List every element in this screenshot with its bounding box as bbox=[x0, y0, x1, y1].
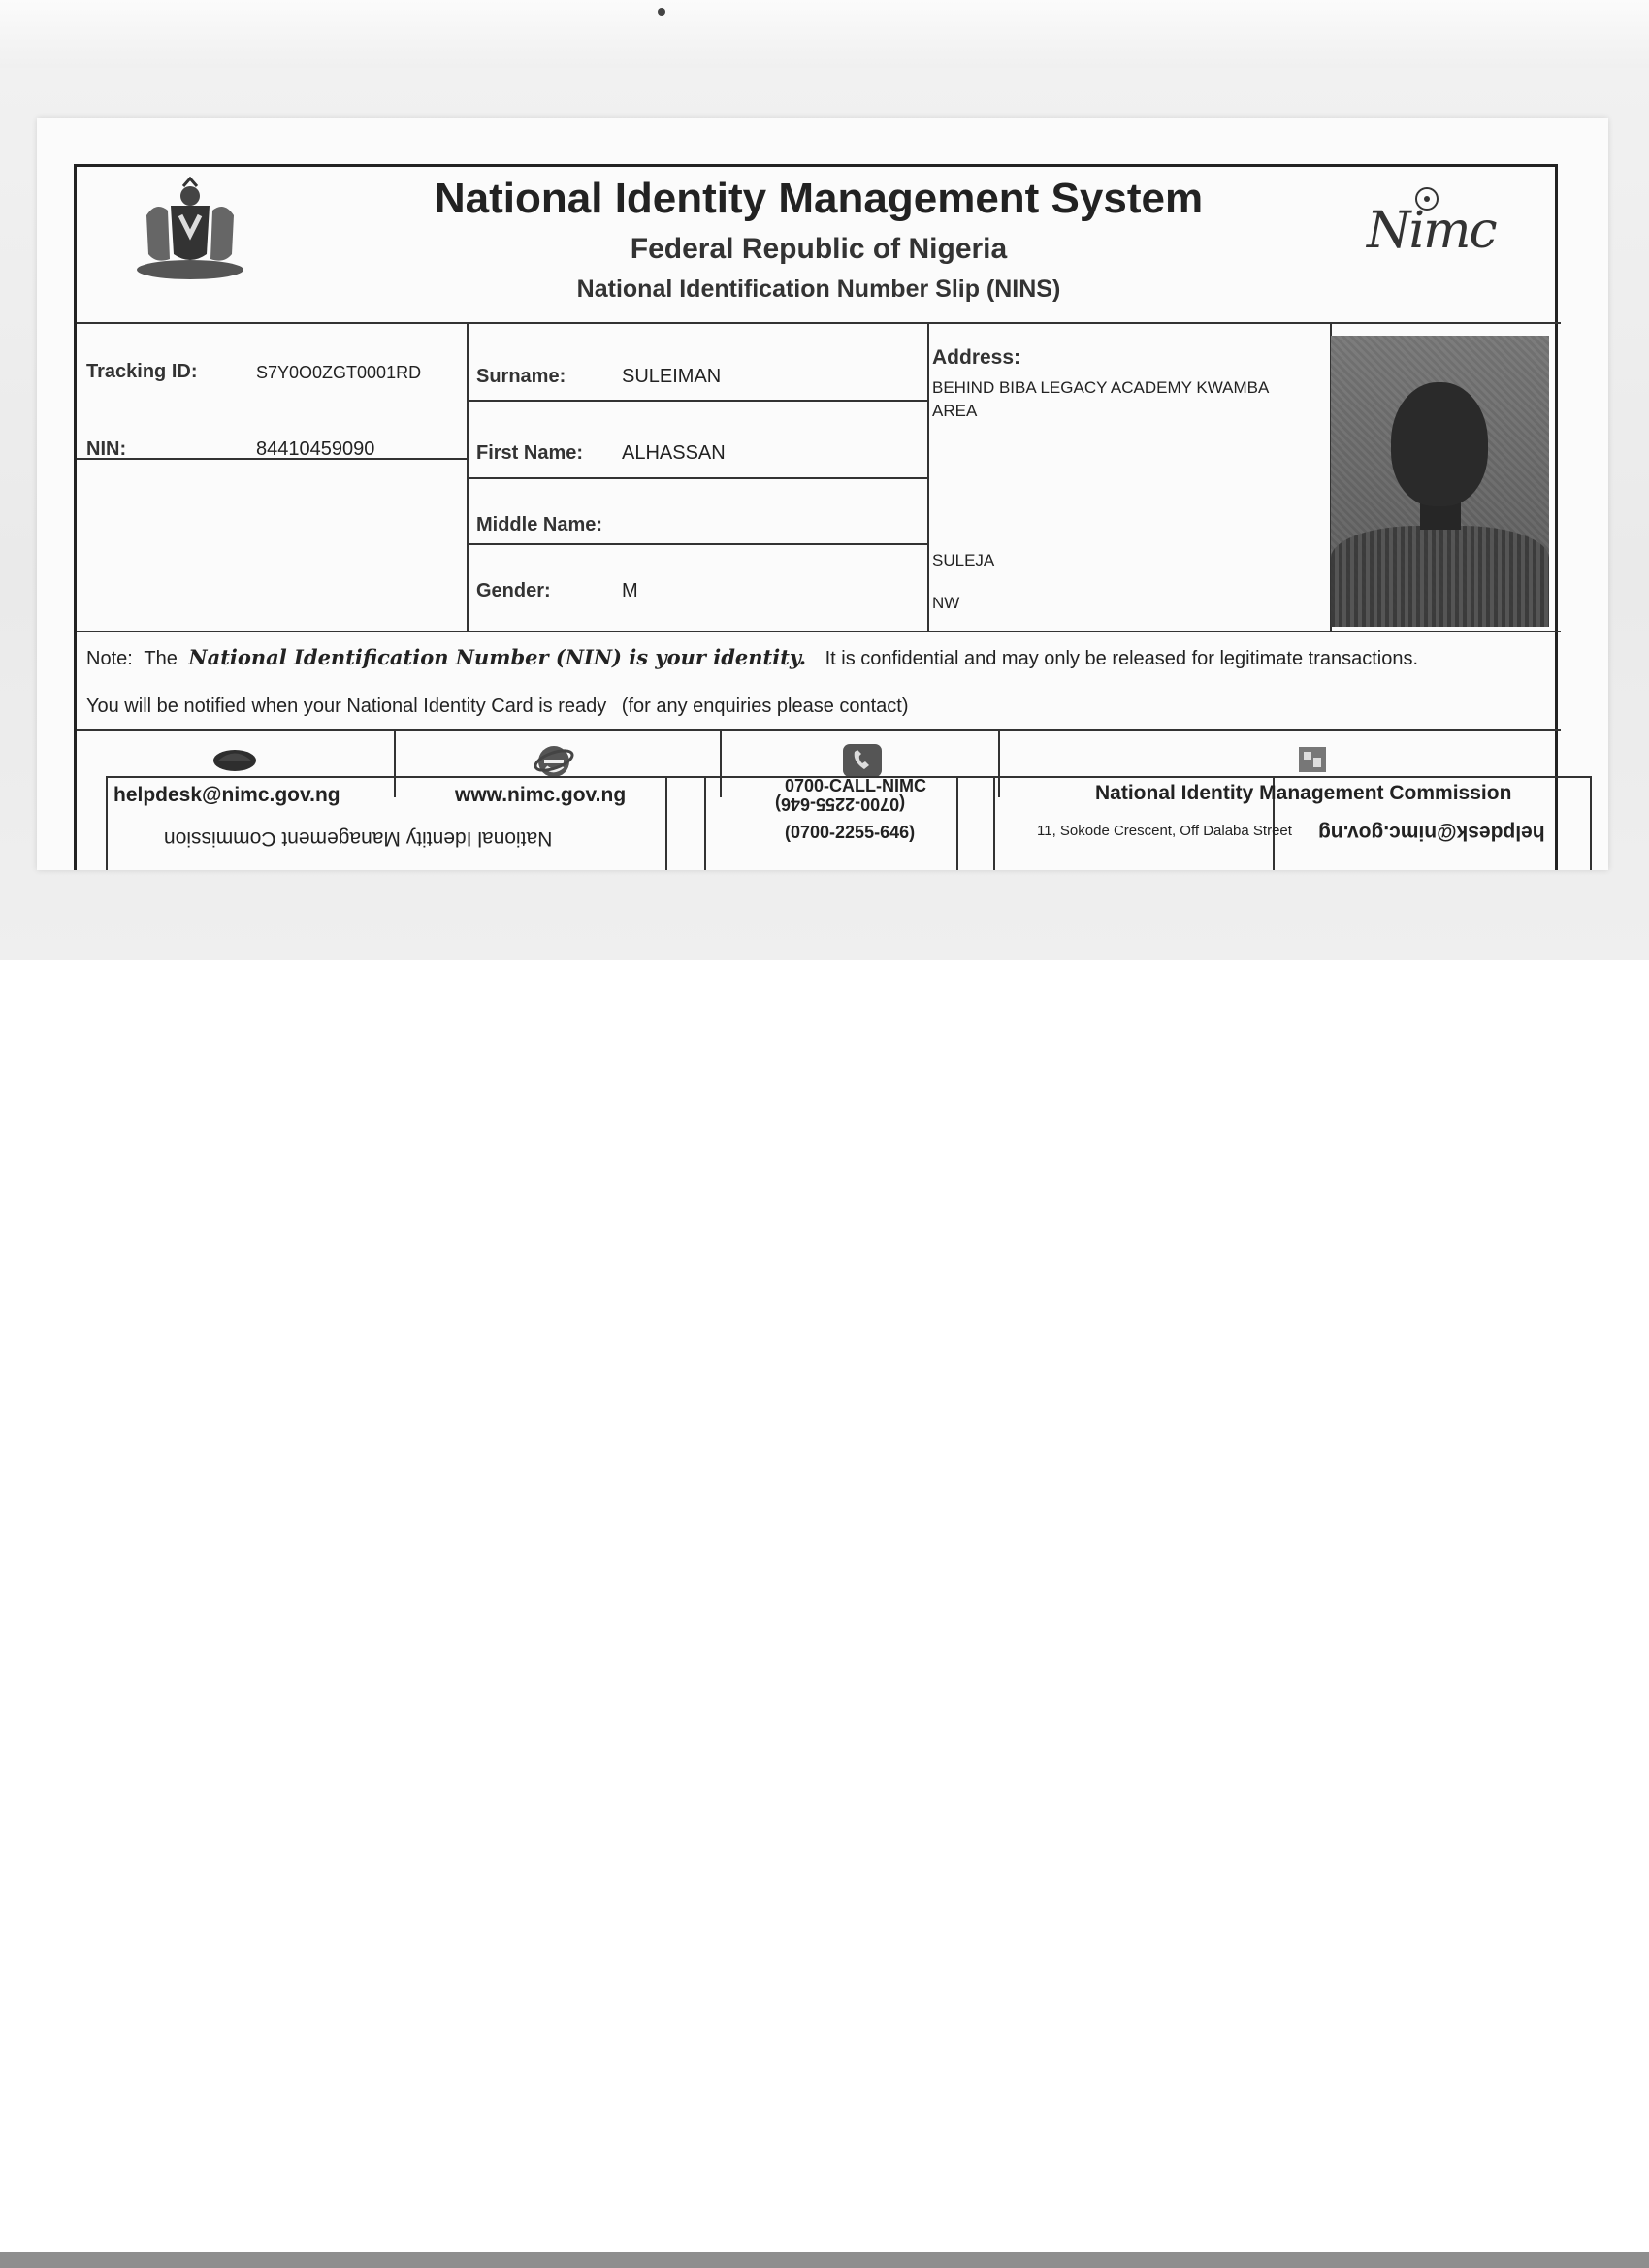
slip-name: National Identification Number Slip (NINS) bbox=[576, 275, 1061, 303]
note-rest: It is confidential and may only be released for legitimate transactions. bbox=[824, 648, 1419, 669]
slip-frame bbox=[74, 164, 1558, 870]
note-text bbox=[86, 645, 1418, 670]
first-name-value: ALHASSAN bbox=[622, 442, 726, 464]
first-name-label: First Name: bbox=[476, 442, 584, 464]
footer-email[interactable]: helpdesk@nimc.gov.ng bbox=[113, 784, 340, 806]
divider-firstname bbox=[467, 477, 929, 479]
web-browser-icon bbox=[534, 741, 574, 780]
footer-phone-numeric-mirrored: (0700-2255-646) bbox=[775, 794, 906, 814]
nin-value: 84410459090 bbox=[256, 438, 375, 460]
middle-name-label: Middle Name: bbox=[476, 514, 603, 535]
page-subtitle: Federal Republic of Nigeria bbox=[630, 233, 1008, 265]
note-emphasis: National Identification Number (NIN) is your identity. bbox=[188, 645, 807, 669]
surname-value: SULEIMAN bbox=[622, 366, 722, 387]
page-title: National Identity Management System bbox=[434, 175, 1204, 222]
footer-org-mirrored: National Identity Management Commission bbox=[164, 827, 553, 850]
location-icon bbox=[1295, 743, 1330, 776]
divider-middlename bbox=[467, 543, 929, 545]
note-the: The bbox=[144, 648, 178, 669]
footer-address: 11, Sokode Crescent, Off Dalaba Street bbox=[1037, 823, 1292, 839]
footer-contact-table bbox=[106, 776, 1592, 870]
divider-note bbox=[77, 631, 1561, 632]
scan-bottom-edge bbox=[0, 2252, 1649, 2268]
passport-photo bbox=[1331, 336, 1549, 627]
note-notified: You will be notified when your National Identity Card is ready bbox=[86, 696, 607, 717]
address-city: SULEJA bbox=[932, 551, 995, 569]
phone-icon bbox=[841, 742, 884, 779]
nimc-logo-text: Nimc bbox=[1367, 202, 1496, 260]
nin-slip bbox=[37, 118, 1608, 870]
gender-label: Gender: bbox=[476, 580, 551, 601]
tracking-id-value: S7Y0O0ZGT0001RD bbox=[256, 363, 422, 382]
address-line1: BEHIND BIBA LEGACY ACADEMY KWAMBA bbox=[932, 378, 1270, 397]
scan-top-strip bbox=[0, 0, 1649, 68]
nimc-logo bbox=[1367, 184, 1496, 272]
note-prefix: Note: bbox=[86, 648, 133, 669]
scan-dust-dot bbox=[658, 8, 665, 16]
footer-website[interactable]: www.nimc.gov.ng bbox=[455, 784, 627, 806]
address-state: NW bbox=[932, 594, 960, 612]
nin-label: NIN: bbox=[86, 438, 127, 460]
footer-email-mirrored[interactable]: helpdesk@nimc.gov.ng bbox=[1318, 822, 1545, 844]
address-line2: AREA bbox=[932, 402, 978, 420]
note-enquiries: (for any enquiries please contact) bbox=[621, 696, 909, 717]
surname-label: Surname: bbox=[476, 366, 566, 387]
footer-phone-numeric: (0700-2255-646) bbox=[785, 823, 916, 842]
footer-phone: 0700-CALL-NIMC bbox=[785, 776, 927, 795]
divider-header bbox=[77, 322, 1561, 324]
footer-org: National Identity Management Commission bbox=[1095, 782, 1512, 804]
email-icon bbox=[212, 743, 257, 776]
address-label: Address: bbox=[932, 346, 1021, 369]
gender-value: M bbox=[622, 580, 638, 601]
note-line2 bbox=[86, 696, 909, 718]
divider-surname bbox=[467, 400, 929, 402]
divider-icons bbox=[77, 729, 1561, 731]
tracking-id-label: Tracking ID: bbox=[86, 361, 198, 382]
